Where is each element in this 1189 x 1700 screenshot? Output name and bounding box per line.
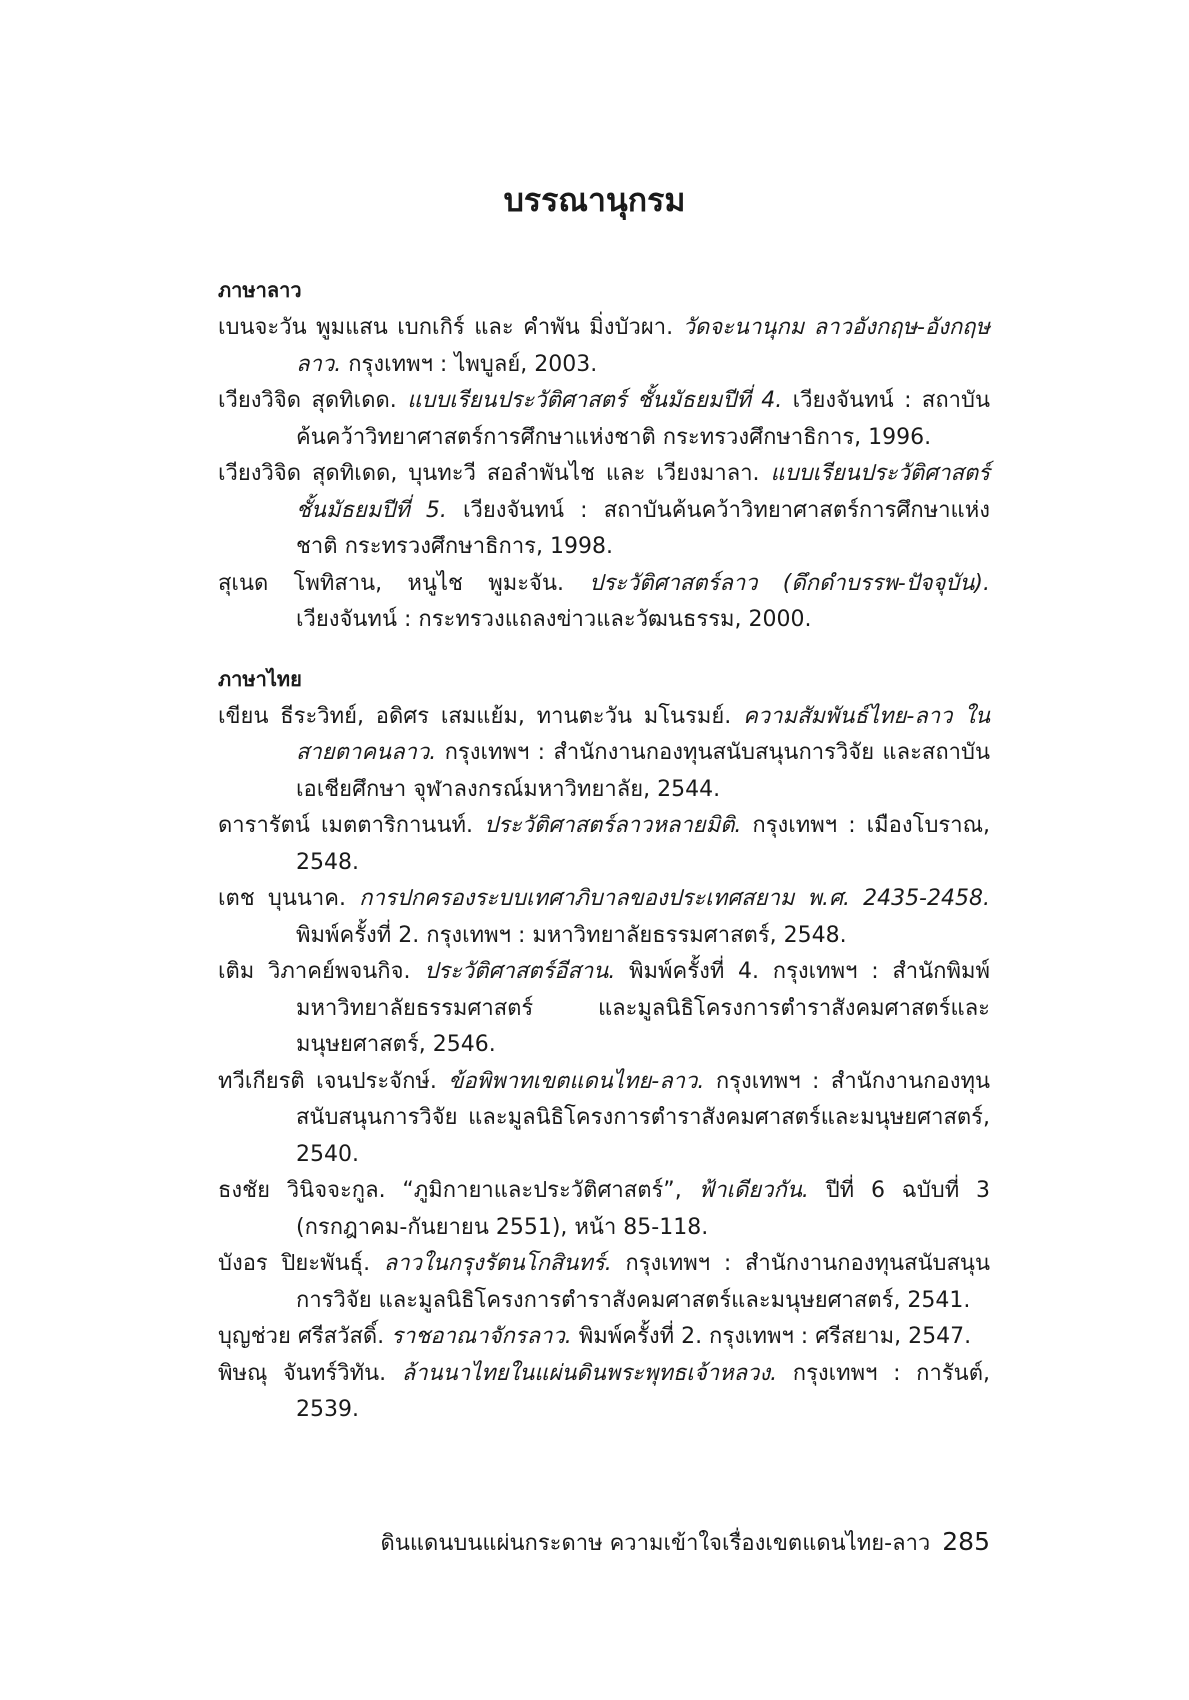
bibliography-entry: สุเนด โพทิสาน, หนูไช พูมะจัน. ประวัติศาสตร์ลาว (ดึกดำบรรพ-ปัจจุบัน). เวียงจันทน์ : กระทรวงแถลงข่าวและวัฒนธรรม, 2000. — [218, 570, 990, 632]
bibliography-entry: พิษณุ จันทร์วิทัน. ล้านนาไทยในแผ่นดินพระพุทธเจ้าหลวง. กรุงเทพฯ : การันต์, 2539. — [218, 1360, 990, 1422]
section-heading: ภาษาลาว — [218, 278, 302, 302]
bibliography-content — [218, 272, 990, 1451]
page-footer — [218, 1524, 990, 1562]
bibliography-entry: บังอร ปิยะพันธุ์. ลาวในกรุงรัตนโกสินทร์. กรุงเทพฯ : สำนักงานกองทุนสนับสนุนการวิจัย และมูลนิธิโครงการตำราสังคมศาสตร์และมนุษยศาสตร์, 2541. — [218, 1251, 990, 1313]
bibliography-entry: ดารารัตน์ เมตตาริกานนท์. ประวัติศาสตร์ลาวหลายมิติ. กรุงเทพฯ : เมืองโบราณ, 2548. — [218, 813, 990, 875]
page-number: 285 — [942, 1527, 990, 1556]
section-heading: ภาษาไทย — [218, 666, 302, 691]
bibliography-entry: ทวีเกียรติ เจนประจักษ์. ข้อพิพาทเขตแดนไทย-ลาว. กรุงเทพฯ : สำนักงานกองทุนสนับสนุนการวิจัย และมูลนิธิโครงการตำราสังคมศาสตร์และมนุษยศาสตร์, 2540. — [218, 1068, 990, 1167]
bibliography-entry: เขียน ธีระวิทย์, อดิศร เสมแย้ม, ทานตะวัน มโนรมย์. ความสัมพันธ์ไทย-ลาว ในสายตาคนลาว. กรุงเทพฯ : สำนักงานกองทุนสนับสนุนการวิจัย และสถาบันเอเชียศึกษา จุฬาลงกรณ์มหาวิทยาลัย, 2544. — [218, 703, 991, 802]
section-lao — [218, 272, 990, 639]
section-thai — [218, 661, 990, 1429]
bibliography-entry: เวียงวิจิด สุดทิเดด. แบบเรียนประวัติศาสตร์ ชั้นมัธยมปีที่ 4. เวียงจันทน์ : สถาบันค้นคว้าวิทยาศาสตร์การศึกษาแห่งชาติ กระทรวงศึกษาธิการ, 1996. — [218, 388, 991, 450]
bibliography-entry: เตช บุนนาค. การปกครองระบบเทศาภิบาลของประเทศสยาม พ.ศ. 2435-2458. พิมพ์ครั้งที่ 2. กรุงเทพฯ : มหาวิทยาลัยธรรมศาสตร์, 2548. — [218, 886, 990, 948]
bibliography-entry: บุญช่วย ศรีสวัสดิ์. ราชอาณาจักรลาว. พิมพ์ครั้งที่ 2. กรุงเทพฯ : ศรีสยาม, 2547. — [218, 1324, 972, 1349]
bibliography-entry: เบนจะวัน พูมแสน เบกเกิร์ และ คำพัน มิ่งบัวผา. วัดจะนานุกม ลาวอังกฤษ-อังกฤษลาว. กรุงเทพฯ : ไพบูลย์, 2003. — [218, 315, 990, 377]
bibliography-entry: เติม วิภาคย์พจนกิจ. ประวัติศาสตร์อีสาน. พิมพ์ครั้งที่ 4. กรุงเทพฯ : สำนักพิมพ์มหาวิทยาลัยธรรมศาสตร์ และมูลนิธิโครงการตำราสังคมศาสตร์และมนุษยศาสตร์, 2546. — [218, 959, 990, 1057]
bibliography-entry: ธงชัย วินิจจะกูล. “ภูมิกายาและประวัติศาสตร์”, ฟ้าเดียวกัน. ปีที่ 6 ฉบับที่ 3 (กรกฎาคม-กันยายน 2551), หน้า 85-118. — [218, 1178, 991, 1240]
page-title: บรรณานุกรม — [503, 181, 686, 219]
bibliography-entry: เวียงวิจิด สุดทิเดด, บุนทะวี สอลำพันไช และ เวียงมาลา. แบบเรียนประวัติศาสตร์ ชั้นมัธยมปีที่ 5. เวียงจันทน์ : สถาบันค้นคว้าวิทยาศาสตร์การศึกษาแห่งชาติ กระทรวงศึกษาธิการ, 1998. — [218, 461, 990, 559]
running-title: ดินแดนบนแผ่นกระดาษ ความเข้าใจเรื่องเขตแดนไทย-ลาว — [380, 1531, 931, 1556]
